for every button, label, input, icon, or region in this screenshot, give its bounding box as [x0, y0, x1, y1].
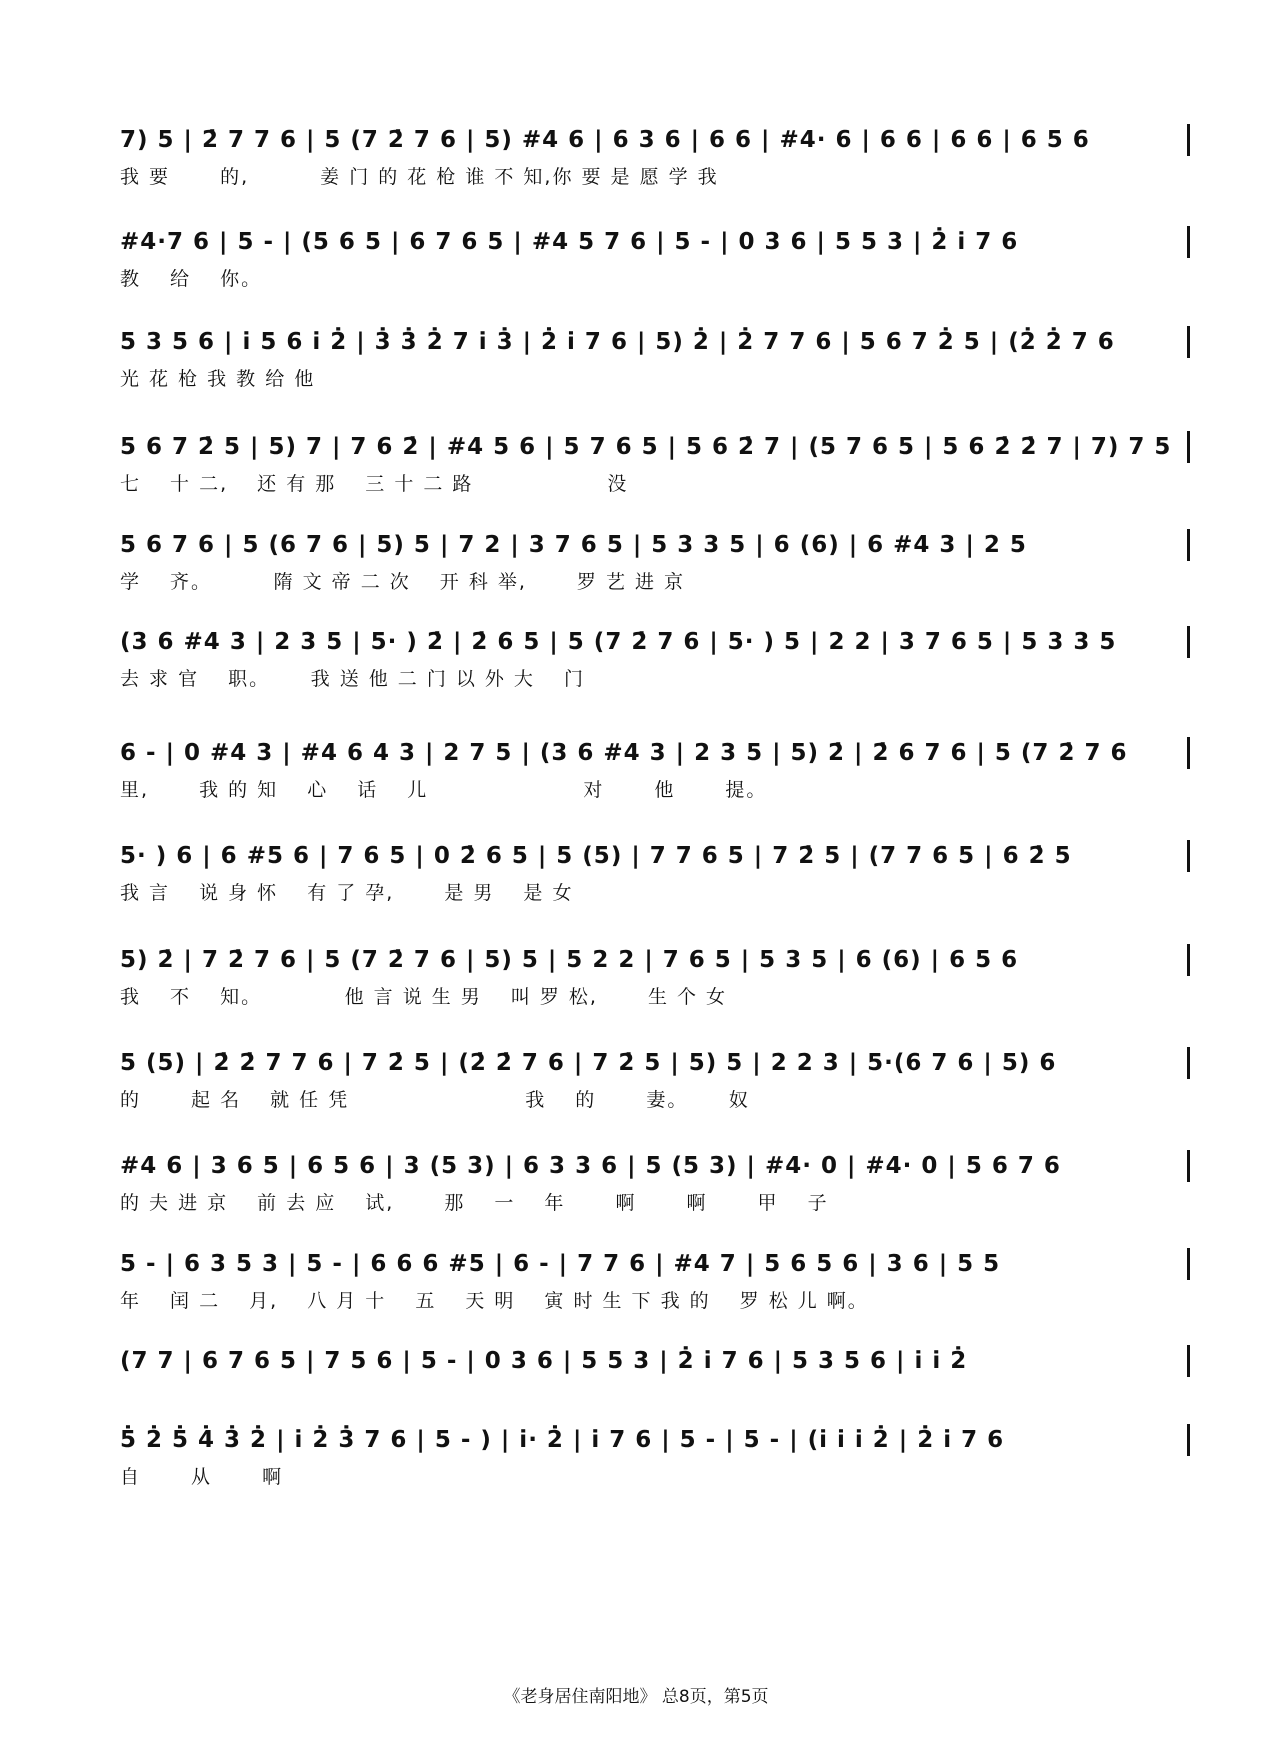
notation-line: 5) 2̇ | 7 2̇ 7 6 | 5 (7 2̇ 7 6 | 5) 5 | 5 2 2 | 7 6 5 | 5 3 5 | 6 (6) | 6 5 6: [120, 947, 1019, 973]
notation-line: (3 6 #4 3 | 2 3 5 | 5· ) 2̇ | 2̇ 6 5 | 5 (7 2̇ 7 6 | 5· ) 5 | 2 2 | 3 7 6 5 | 5 3 3 5: [120, 629, 1117, 655]
score-system-8: [120, 836, 1190, 936]
lyrics-line: 的 夫 进 京 前 去 应 试, 那 一 年 啊 啊 甲 子: [120, 1192, 829, 1214]
score-system-11: [120, 1146, 1190, 1246]
notation-line: 5 6 7 2̇ 5 | 5) 7 | 7 6 2̇ | #4 5 6 | 5 7 6 5 | 5 6 2̇ 7 | (5 7 6 5 | 5 6 2̇ 2̇ 7 | 7) 7 5: [120, 434, 1172, 460]
score-system-7: [120, 733, 1190, 833]
score-system-9: [120, 940, 1190, 1040]
score-system-5: [120, 525, 1190, 625]
notation-line: (7 7 | 6 7 6 5 | 7 5 6 | 5 - | 0 3 6 | 5 5 3 | 2̇ i̇ 7 6 | 5 3 5 6 | i̇ i̇ 2̇: [120, 1348, 968, 1374]
lyrics-line: 我 要 的, 姜 门 的 花 枪 谁 不 知,你 要 是 愿 学 我: [120, 166, 719, 188]
lyrics-line: 我 言 说 身 怀 有 了 孕, 是 男 是 女: [120, 882, 574, 904]
lyrics-line: 去 求 官 职。 我 送 他 二 门 以 外 大 门: [120, 668, 585, 690]
barline: [1187, 1345, 1190, 1377]
notation-line: 5· ) 6 | 6 #5 6 | 7 6 5 | 0 2̇ 6 5 | 5 (5) | 7 7 6 5 | 7 2̇ 5 | (7 7 6 5 | 6 2̇ 5: [120, 843, 1072, 869]
score-system-3: [120, 322, 1190, 422]
barline: [1187, 737, 1190, 769]
barline: [1187, 326, 1190, 358]
barline: [1187, 1047, 1190, 1079]
barline: [1187, 626, 1190, 658]
lyrics-line: 教 给 你。: [120, 268, 263, 290]
lyrics-line: 七 十 二, 还 有 那 三 十 二 路 没: [120, 473, 629, 495]
barline: [1187, 1150, 1190, 1182]
lyrics-line: 自 从 啊: [120, 1466, 284, 1488]
score-system-10: [120, 1043, 1190, 1143]
score-system-1: [120, 120, 1190, 220]
barline: [1187, 431, 1190, 463]
barline: [1187, 226, 1190, 258]
score-system-4: [120, 427, 1190, 527]
notation-line: 5 (5) | 2̇ 2̇ 7 7 6 | 7 2̇ 5 | (2̇ 2̇ 7 6 | 7 2̇ 5 | 5) 5 | 2 2 3 | 5·(6 7 6 | 5) 6: [120, 1050, 1057, 1076]
lyrics-line: 的 起 名 就 任 凭 我 的 妻。 奴: [120, 1089, 750, 1111]
lyrics-line: 年 闰 二 月, 八 月 十 五 天 明 寅 时 生 下 我 的 罗 松 儿 啊。: [120, 1290, 869, 1312]
lyrics-line: 光 花 枪 我 教 给 他: [120, 368, 316, 390]
notation-line: 6 - | 0 #4 3 | #4 6 4 3 | 2 7 5 | (3 6 #4 3 | 2 3 5 | 5) 2̇ | 2̇ 6 7 6 | 5 (7 2̇ 7 6: [120, 740, 1128, 766]
score-system-6: [120, 622, 1190, 722]
notation-line: 7) 5 | 2̇ 7 7 6 | 5 (7 2̇ 7 6 | 5) #4 6 | 6 3 6 | 6 6 | #4· 6 | 6 6 | 6 6 | 6 5 6: [120, 127, 1090, 153]
lyrics-line: 里, 我 的 知 心 话 儿 对 他 提。: [120, 779, 768, 801]
barline: [1187, 124, 1190, 156]
lyrics-line: 学 齐。 隋 文 帝 二 次 开 科 举, 罗 艺 进 京: [120, 571, 686, 593]
notation-line: 5̇ 2̇ 5̇ 4̇ 3̇ 2̇ | i̇ 2̇ 3̇ 7 6 | 5 - ) | i̇· 2̇ | i̇ 7 6 | 5 - | 5 - | (i̇ i̇ i̇ 2̇ | 2̇ i̇ 7 6: [120, 1427, 1005, 1453]
page-footer: 《老身居住南阳地》 总8页，第5页: [503, 1687, 769, 1707]
lyrics-line: 我 不 知。 他 言 说 生 男 叫 罗 松, 生 个 女: [120, 986, 728, 1008]
barline: [1187, 1424, 1190, 1456]
score-system-12: [120, 1244, 1190, 1344]
notation-line: #4 6 | 3 6 5 | 6 5 6 | 3 (5 3) | 6 3 3 6 | 5 (5 3) | #4· 0 | #4· 0 | 5 6 7 6: [120, 1153, 1061, 1179]
score-system-14: [120, 1420, 1190, 1520]
notation-line: 5 6 7 6 | 5 (6 7 6 | 5) 5 | 7 2 | 3 7 6 5 | 5 3 3 5 | 6 (6) | 6 #4 3 | 2 5: [120, 532, 1027, 558]
barline: [1187, 529, 1190, 561]
notation-line: 5 - | 6 3 5 3 | 5 - | 6 6 6 #5 | 6 - | 7 7 6 | #4 7 | 5 6 5 6 | 3 6 | 5 5: [120, 1251, 1001, 1277]
barline: [1187, 840, 1190, 872]
notation-line: #4·7 6 | 5 - | (5 6 5 | 6 7 6 5 | #4 5 7 6 | 5 - | 0 3 6 | 5 5 3 | 2̇ i̇ 7 6: [120, 229, 1019, 255]
barline: [1187, 944, 1190, 976]
barline: [1187, 1248, 1190, 1280]
notation-line: 5 3 5 6 | i̇ 5 6 i̇ 2̇ | 3̇ 3̇ 2̇ 7 i̇ 3̇ | 2̇ i̇ 7 6 | 5) 2̇ | 2̇ 7 7 6 | 5 6 7 2̇ 5 | (2̇ 2̇ 7 6: [120, 329, 1115, 355]
score-system-2: [120, 222, 1190, 322]
lyrics-line: [120, 1383, 1190, 1413]
